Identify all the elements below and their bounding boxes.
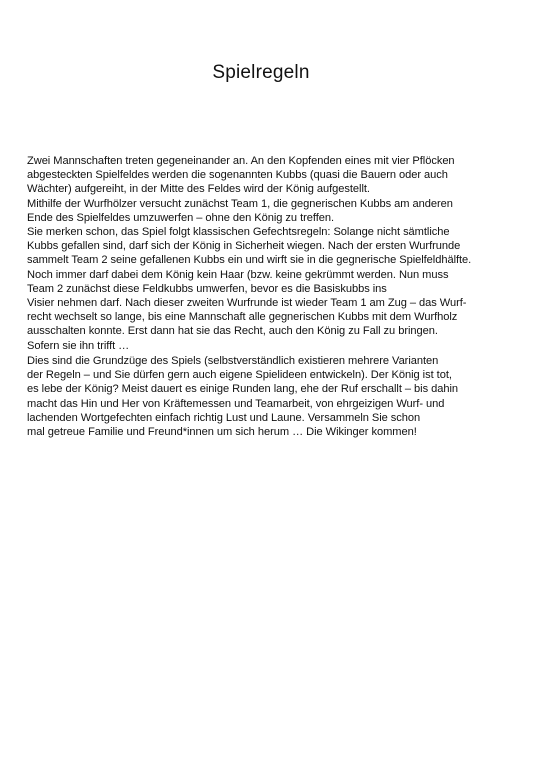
text-line: Noch immer darf dabei dem König kein Haar (bzw. keine gekrümmt werden. Nun muss — [27, 268, 449, 281]
rules-paragraph-2 — [27, 354, 527, 439]
text-line: lachenden Wortgefechten einfach richtig Lust und Laune. Versammeln Sie schon — [27, 411, 421, 424]
text-line: Ende des Spielfeldes umzuwerfen – ohne den König zu treffen. — [27, 211, 335, 224]
text-line: Team 2 zunächst diese Feldkubbs umwerfen, bevor es die Basiskubbs ins — [27, 282, 387, 295]
text-line: Zwei Mannschaften treten gegeneinander an. An den Kopfenden eines mit vier Pflöcken — [27, 155, 455, 167]
text-line: Kubbs gefallen sind, darf sich der König in Sicherheit wiegen. Nach der ersten Wurfrunde — [27, 240, 461, 253]
text-line: Sofern sie ihn trifft … — [27, 339, 130, 352]
text-line: macht das Hin und Her von Kräftemessen und Teamarbeit, von ehrgeizigen Wurf- und — [27, 397, 445, 410]
text-line: Mithilfe der Wurfhölzer versucht zunächst Team 1, die gegnerischen Kubbs am anderen — [27, 197, 453, 210]
text-line: Wächter) aufgereiht, in der Mitte des Feldes wird der König aufgestellt. — [27, 183, 370, 196]
text-line: der Regeln – und Sie dürfen gern auch eigene Spielideen entwickeln). Der König ist tot, — [27, 369, 452, 382]
text-line: sammelt Team 2 seine gefallenen Kubbs ein und wirft sie in die gegnerische Spielfeldhälfte. — [27, 254, 472, 267]
text-line: Sie merken schon, das Spiel folgt klassischen Gefechtsregeln: Solange nicht sämtliche — [27, 226, 450, 239]
text-line: abgesteckten Spielfeldes werden die sogenannten Kubbs (quasi die Bauern oder auch — [27, 169, 448, 182]
rules-paragraph-1 — [27, 154, 527, 353]
text-line: Dies sind die Grundzüge des Spiels (selbstverständlich existieren mehrere Varianten — [27, 355, 439, 367]
text-line: es lebe der König? Meist dauert es einige Runden lang, ehe der Ruf erschallt – bis dahin — [27, 383, 458, 396]
text-line: ausschalten konnte. Erst dann hat sie das Recht, auch den König zu Fall zu bringen. — [27, 325, 438, 338]
text-line: Visier nehmen darf. Nach dieser zweiten Wurfrunde ist wieder Team 1 am Zug – das Wurf- — [27, 297, 467, 310]
text-line: recht wechselt so lange, bis eine Mannschaft alle gegnerischen Kubbs mit dem Wurfholz — [27, 311, 458, 324]
text-line: mal getreue Familie und Freund*innen um sich herum … Die Wikinger kommen! — [27, 426, 417, 439]
page-title: Spielregeln — [212, 62, 310, 83]
